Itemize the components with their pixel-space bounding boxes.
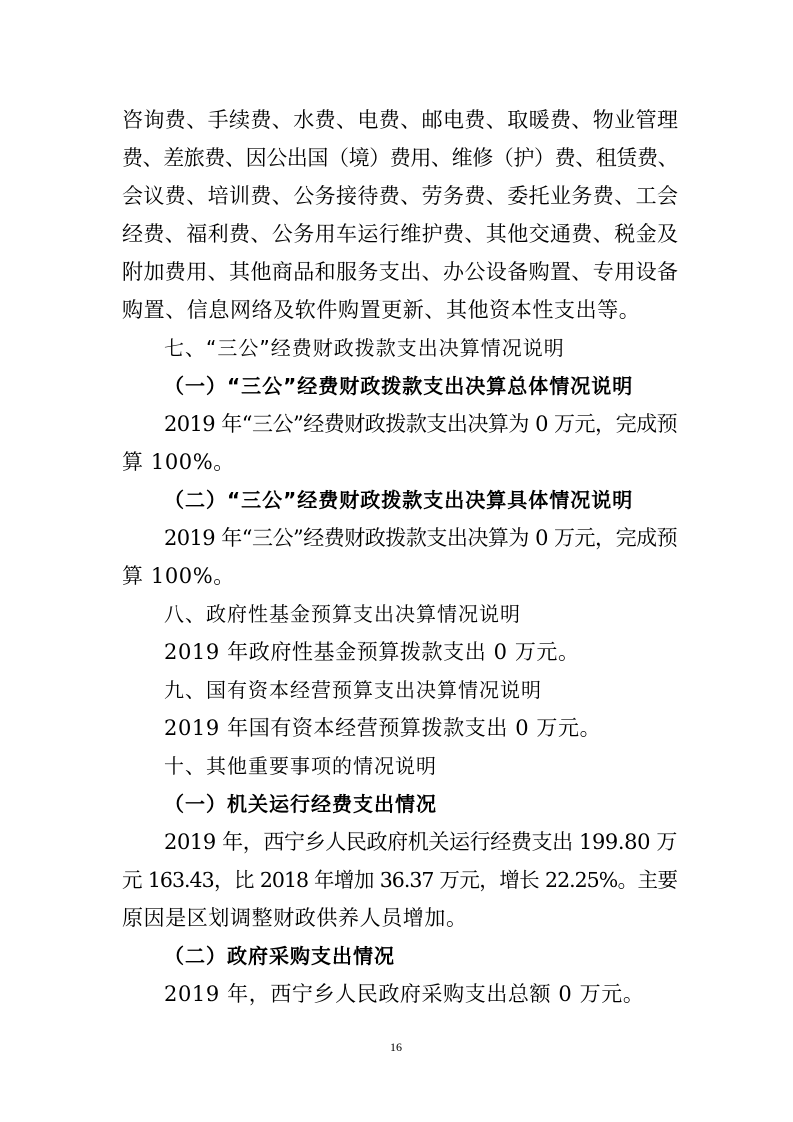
paragraph-line: 咨询费、手续费、水费、电费、邮电费、取暖费、物业管理 xyxy=(122,108,679,132)
paragraph-line: 会议费、培训费、公务接待费、劳务费、委托业务费、工会 xyxy=(122,184,679,208)
paragraph-line: 2019 年国有资本经营预算拨款支出 0 万元。 xyxy=(164,716,602,740)
section-heading: 九、国有资本经营预算支出决算情况说明 xyxy=(164,678,542,702)
paragraph-line: 2019 年政府性基金预算拨款支出 0 万元。 xyxy=(164,640,580,664)
paragraph-line: 费、差旅费、因公出国（境）费用、维修（护）费、租赁费、 xyxy=(122,146,679,170)
subsection-heading: （一）机关运行经费支出情况 xyxy=(164,792,437,816)
paragraph-line: 2019 年，西宁乡人民政府采购支出总额 0 万元。 xyxy=(164,982,645,1006)
page-number: 16 xyxy=(390,1040,402,1054)
paragraph-line: 算 100%。 xyxy=(122,450,235,474)
paragraph-line: 原因是区划调整财政供养人员增加。 xyxy=(122,906,468,930)
paragraph-line: 元 163.43，比 2018 年增加 36.37 万元，增长 22.25%。主要 xyxy=(122,868,677,892)
section-heading: 七、“三公”经费财政拨款支出决算情况说明 xyxy=(164,336,565,360)
paragraph-line: 经费、福利费、公务用车运行维护费、其他交通费、税金及 xyxy=(122,222,679,246)
paragraph-line: 2019 年，西宁乡人民政府机关运行经费支出 199.80 万 xyxy=(164,830,677,854)
subsection-heading: （一）“三公”经费财政拨款支出决算总体情况说明 xyxy=(164,374,634,398)
paragraph-line: 2019 年“三公”经费财政拨款支出决算为 0 万元，完成预 xyxy=(164,526,677,550)
paragraph-line: 2019 年“三公”经费财政拨款支出决算为 0 万元，完成预 xyxy=(164,412,677,436)
subsection-heading: （二）“三公”经费财政拨款支出决算具体情况说明 xyxy=(164,488,634,512)
section-heading: 十、其他重要事项的情况说明 xyxy=(164,754,437,778)
paragraph-line: 算 100%。 xyxy=(122,564,235,588)
paragraph-line: 附加费用、其他商品和服务支出、办公设备购置、专用设备 xyxy=(122,260,679,284)
section-heading: 八、政府性基金预算支出决算情况说明 xyxy=(164,602,521,626)
paragraph-line: 购置、信息网络及软件购置更新、其他资本性支出等。 xyxy=(122,298,641,322)
subsection-heading: （二）政府采购支出情况 xyxy=(164,944,395,968)
